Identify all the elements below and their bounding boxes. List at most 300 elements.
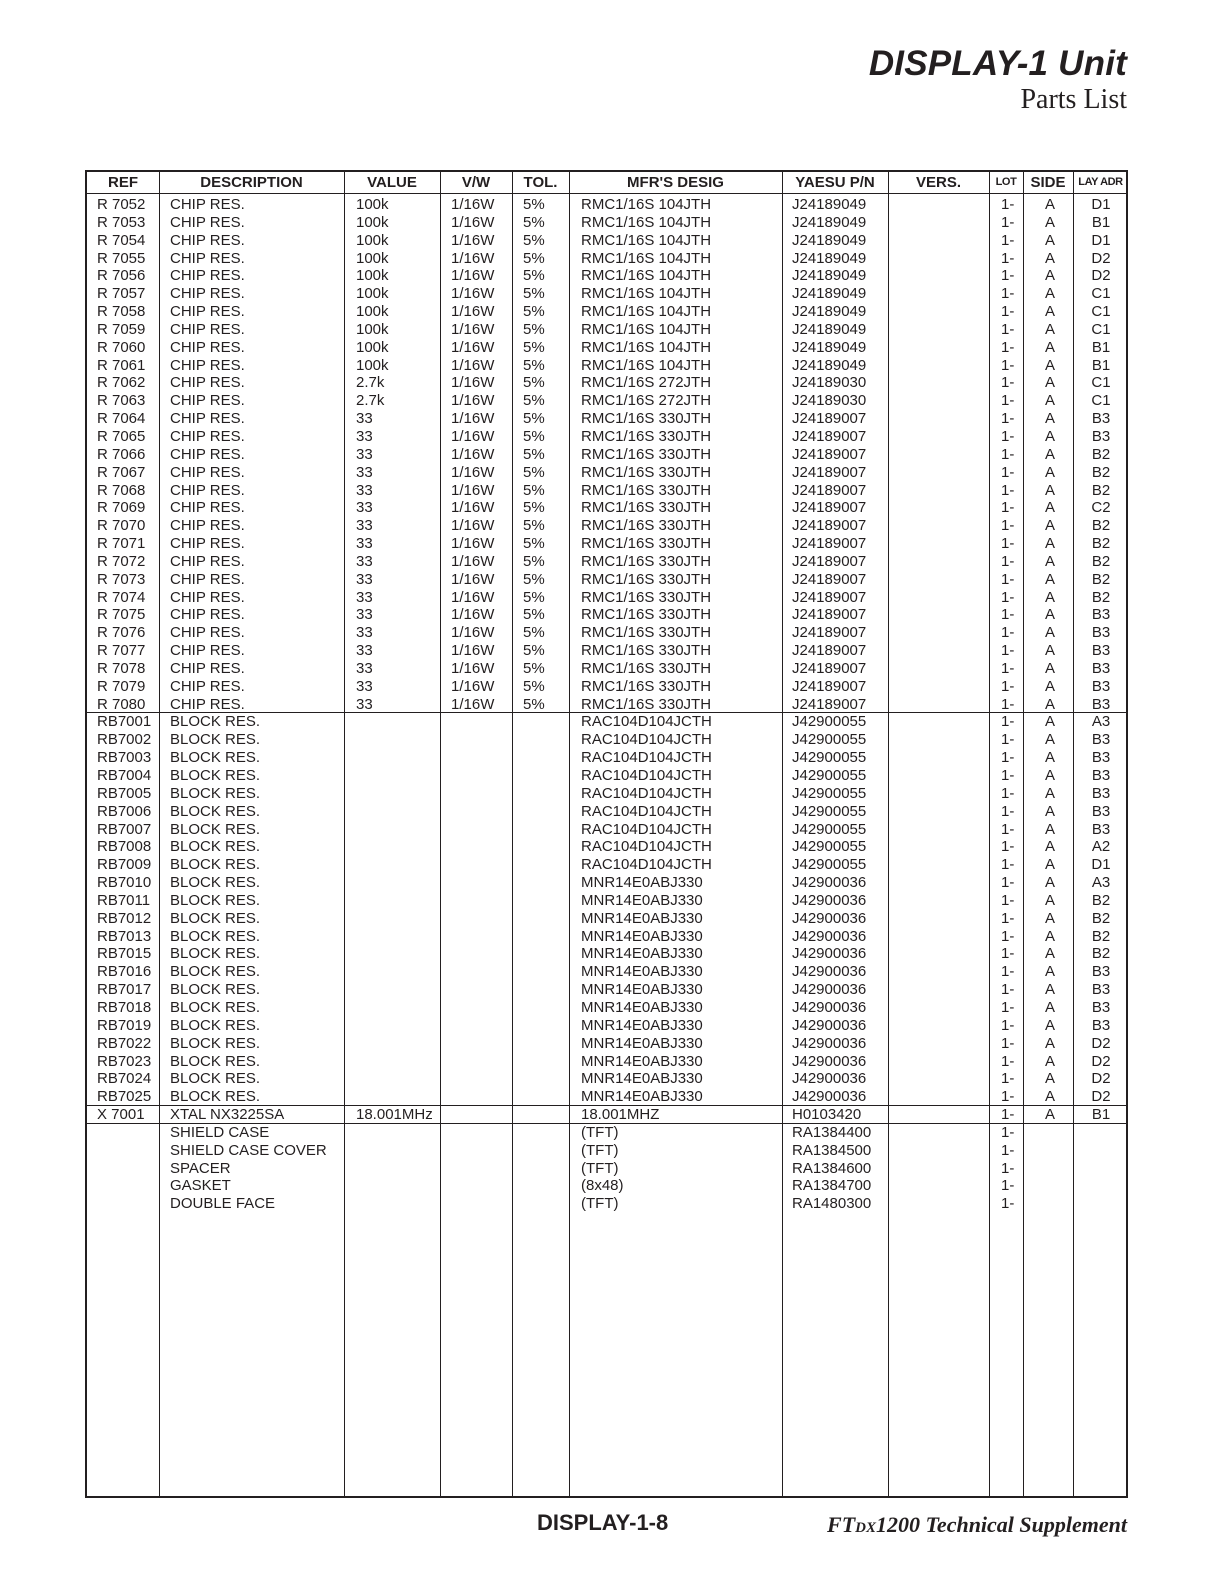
cell-mfr: RMC1/16S 330JTH [581,642,712,660]
cell-side: A [1044,784,1055,802]
cell-side: A [1044,552,1055,570]
table-row [87,981,1126,999]
cell-mfr: RMC1/16S 104JTH [581,285,712,303]
cell-pn: RA1384400 [792,1123,872,1141]
cell-mfr: RMC1/16S 330JTH [581,695,712,713]
cell-vw: 1/16W [451,552,495,570]
cell-mfr: MNR14E0ABJ330 [581,998,703,1016]
cell-pn: J24189007 [792,481,867,499]
cell-pn: J42900036 [792,909,867,927]
cell-ref: R 7064 [97,410,146,428]
cell-mfr: RAC104D104JCTH [581,838,712,856]
cell-side: A [1044,1070,1055,1088]
cell-ref: R 7071 [97,535,146,553]
cell-pn: J42900055 [792,856,867,874]
cell-vw: 1/16W [451,606,495,624]
cell-val: 33 [356,499,373,517]
cell-mfr: 18.001MHZ [581,1106,660,1124]
cell-mfr: MNR14E0ABJ330 [581,1034,703,1052]
cell-side: A [1044,499,1055,517]
cell-desc: CHIP RES. [170,517,245,535]
cell-vw: 1/16W [451,695,495,713]
cell-ref: RB7019 [97,1016,152,1034]
table-row [87,1070,1126,1088]
cell-desc: CHIP RES. [170,481,245,499]
page-title: DISPLAY-1 Unit [868,44,1127,83]
cell-mfr: MNR14E0ABJ330 [581,1070,703,1088]
cell-lot: 1- [1001,285,1015,303]
cell-ref: RB7015 [97,945,152,963]
cell-lay: B2 [1091,481,1111,499]
table-row [87,874,1126,892]
cell-mfr: MNR14E0ABJ330 [581,1016,703,1034]
cell-tol: 5% [523,303,545,321]
cell-pn: J24189007 [792,570,867,588]
table-row [87,1177,1126,1195]
cell-lot: 1- [1001,909,1015,927]
cell-ref: RB7008 [97,838,152,856]
cell-tol: 5% [523,231,545,249]
col-header-lot: LOT [995,176,1017,188]
cell-lay: B3 [1091,784,1111,802]
cell-ref: R 7073 [97,570,146,588]
cell-desc: CHIP RES. [170,570,245,588]
cell-val: 33 [356,677,373,695]
cell-tol: 5% [523,320,545,338]
cell-desc: CHIP RES. [170,196,245,213]
cell-ref: RB7006 [97,802,152,820]
cell-mfr: RMC1/16S 330JTH [581,677,712,695]
cell-tol: 5% [523,588,545,606]
cell-ref: R 7054 [97,231,146,249]
cell-vw: 1/16W [451,356,495,374]
cell-lay: A2 [1091,838,1111,856]
cell-side: A [1044,981,1055,999]
cell-ref: R 7063 [97,392,146,410]
table-row [87,767,1126,785]
cell-desc: CHIP RES. [170,410,245,428]
cell-lot: 1- [1001,963,1015,981]
cell-pn: RA1384700 [792,1177,872,1195]
cell-side: A [1044,1052,1055,1070]
cell-pn: J24189007 [792,499,867,517]
cell-vw: 1/16W [451,445,495,463]
cell-ref: RB7024 [97,1070,152,1088]
cell-desc: CHIP RES. [170,695,245,713]
cell-desc: CHIP RES. [170,499,245,517]
cell-ref: RB7016 [97,963,152,981]
cell-lot: 1- [1001,231,1015,249]
cell-lot: 1- [1001,213,1015,231]
cell-val: 33 [356,588,373,606]
cell-lot: 1- [1001,410,1015,428]
cell-desc: CHIP RES. [170,303,245,321]
cell-side: A [1044,535,1055,553]
cell-vw: 1/16W [451,427,495,445]
table-row [87,856,1126,874]
table-row [87,339,1126,357]
cell-vw: 1/16W [451,392,495,410]
cell-lot: 1- [1001,338,1015,356]
cell-pn: J42900055 [792,713,867,731]
cell-desc: CHIP RES. [170,267,245,285]
cell-lot: 1- [1001,1177,1015,1195]
cell-lot: 1- [1001,767,1015,784]
cell-pn: J24189007 [792,552,867,570]
table-row [87,1053,1126,1071]
cell-pn: J24189007 [792,695,867,713]
cell-vw: 1/16W [451,642,495,660]
cell-lot: 1- [1001,784,1015,802]
cell-val: 18.001MHz [356,1106,433,1124]
cell-mfr: MNR14E0ABJ330 [581,1052,703,1070]
cell-tol: 5% [523,338,545,356]
cell-vw: 1/16W [451,374,495,392]
cell-lot: 1- [1001,981,1015,999]
cell-vw: 1/16W [451,570,495,588]
cell-desc: BLOCK RES. [170,891,261,909]
cell-lay: B1 [1091,213,1111,231]
cell-side: A [1044,749,1055,767]
cell-lay: D2 [1091,249,1111,267]
cell-side: A [1044,802,1055,820]
cell-lot: 1- [1001,1034,1015,1052]
cell-lot: 1- [1001,374,1015,392]
cell-mfr: (8x48) [581,1177,624,1195]
cell-side: A [1044,927,1055,945]
cell-mfr: RMC1/16S 330JTH [581,445,712,463]
cell-lay [1074,1124,1128,1142]
cell-lot: 1- [1001,499,1015,517]
cell-lay: B3 [1091,624,1111,642]
cell-lay: B1 [1091,356,1111,374]
cell-lot: 1- [1001,927,1015,945]
table-row [87,357,1126,375]
cell-vw: 1/16W [451,499,495,517]
cell-val: 33 [356,463,373,481]
cell-mfr: RAC104D104JCTH [581,731,712,749]
cell-val: 2.7k [356,374,385,392]
cell-mfr: RMC1/16S 104JTH [581,196,712,213]
cell-pn: J42900055 [792,767,867,784]
table-row [87,910,1126,928]
cell-pn: J42900036 [792,891,867,909]
cell-desc: BLOCK RES. [170,838,261,856]
cell-lay: A3 [1091,713,1111,731]
cell-desc: BLOCK RES. [170,963,261,981]
cell-side: A [1044,624,1055,642]
cell-ref: R 7056 [97,267,146,285]
col-header-side: SIDE [1030,174,1066,191]
cell-lot: 1- [1001,588,1015,606]
cell-pn: J24189049 [792,196,867,213]
cell-mfr: RAC104D104JCTH [581,749,712,767]
table-row [87,660,1126,678]
cell-pn: J24189007 [792,517,867,535]
cell-tol: 5% [523,249,545,267]
cell-vw: 1/16W [451,231,495,249]
table-row [87,749,1126,767]
page-number: DISPLAY-1-8 [537,1510,669,1535]
cell-side: A [1044,463,1055,481]
cell-lot: 1- [1001,427,1015,445]
cell-ref: RB7022 [97,1034,152,1052]
cell-lay: B3 [1091,1016,1111,1034]
cell-mfr: RMC1/16S 104JTH [581,267,712,285]
cell-ref: RB7003 [97,749,152,767]
cell-lot: 1- [1001,874,1015,892]
cell-desc: XTAL NX3225SA [170,1106,285,1124]
cell-vw: 1/16W [451,285,495,303]
cell-desc: SHIELD CASE COVER [170,1141,327,1159]
cell-side: A [1044,659,1055,677]
col-header-vers: VERS. [915,174,961,191]
cell-pn: H0103420 [792,1106,862,1124]
cell-side: A [1044,320,1055,338]
cell-val: 33 [356,535,373,553]
cell-side: A [1044,445,1055,463]
cell-mfr: RMC1/16S 330JTH [581,659,712,677]
cell-tol: 5% [523,535,545,553]
cell-desc: CHIP RES. [170,463,245,481]
cell-lot: 1- [1001,196,1015,213]
cell-val: 100k [356,356,389,374]
cell-pn: J24189007 [792,445,867,463]
cell-lay: B3 [1091,802,1111,820]
cell-lay: C2 [1091,499,1111,517]
cell-lay: B3 [1091,410,1111,428]
col-header-lay-adr: LAY ADR [1078,176,1123,188]
cell-ref: R 7069 [97,499,146,517]
cell-lay: B3 [1091,981,1111,999]
cell-val: 100k [356,213,389,231]
cell-lot: 1- [1001,552,1015,570]
cell-lay: B2 [1091,463,1111,481]
table-row [87,232,1126,250]
cell-mfr: RMC1/16S 330JTH [581,588,712,606]
cell-lay: B3 [1091,767,1111,784]
cell-desc: BLOCK RES. [170,820,261,838]
cell-ref: RB7007 [97,820,152,838]
cell-side: A [1044,642,1055,660]
cell-ref: R 7058 [97,303,146,321]
table-row [87,392,1126,410]
cell-desc: BLOCK RES. [170,749,261,767]
cell-vw: 1/16W [451,624,495,642]
cell-side: A [1044,267,1055,285]
cell-desc: CHIP RES. [170,285,245,303]
cell-tol: 5% [523,463,545,481]
cell-tol: 5% [523,445,545,463]
cell-lot: 1- [1001,802,1015,820]
cell-ref: RB7005 [97,784,152,802]
cell-side: A [1044,338,1055,356]
cell-lot: 1- [1001,731,1015,749]
cell-side [1025,1160,1075,1178]
cell-side: A [1044,231,1055,249]
cell-lay: D2 [1091,1070,1111,1088]
cell-mfr: MNR14E0ABJ330 [581,874,703,892]
cell-lot: 1- [1001,856,1015,874]
cell-pn: J24189049 [792,303,867,321]
table-row [87,821,1126,839]
table-row [87,606,1126,624]
cell-lay [1074,1177,1128,1195]
cell-mfr: MNR14E0ABJ330 [581,963,703,981]
cell-val: 2.7k [356,392,385,410]
cell-lot: 1- [1001,1141,1015,1159]
cell-vw: 1/16W [451,659,495,677]
cell-lay: B3 [1091,659,1111,677]
cell-pn: J42900055 [792,749,867,767]
cell-pn: J42900036 [792,1034,867,1052]
cell-lay: B1 [1091,338,1111,356]
cell-val: 33 [356,570,373,588]
cell-val: 100k [356,320,389,338]
cell-tol: 5% [523,677,545,695]
cell-lay: D1 [1091,196,1111,213]
cell-side: A [1044,570,1055,588]
cell-pn: J24189007 [792,410,867,428]
table-row [87,250,1126,268]
cell-mfr: MNR14E0ABJ330 [581,891,703,909]
cell-lot: 1- [1001,570,1015,588]
cell-side: A [1044,356,1055,374]
cell-ref: RB7010 [97,874,152,892]
cell-ref: R 7072 [97,552,146,570]
cell-pn: J42900036 [792,1088,867,1106]
cell-val: 33 [356,517,373,535]
cell-ref: RB7023 [97,1052,152,1070]
cell-side: A [1044,517,1055,535]
cell-tol: 5% [523,196,545,213]
cell-val: 100k [356,285,389,303]
cell-lay: B2 [1091,588,1111,606]
brand-ft: FT [827,1512,856,1537]
cell-ref: X 7001 [97,1106,145,1124]
cell-side [1025,1195,1075,1213]
cell-pn: J42900036 [792,1070,867,1088]
cell-mfr: RAC104D104JCTH [581,784,712,802]
cell-desc: GASKET [170,1177,231,1195]
cell-ref: R 7067 [97,463,146,481]
table-row [87,410,1126,428]
cell-ref: R 7052 [97,196,146,213]
cell-lay: B2 [1091,909,1111,927]
table-row [87,196,1126,214]
cell-pn: J24189007 [792,588,867,606]
brand-dx: DX [855,1520,877,1536]
cell-lot: 1- [1001,267,1015,285]
table-row [87,1106,1126,1124]
cell-tol: 5% [523,267,545,285]
table-row [87,696,1126,714]
cell-ref: R 7061 [97,356,146,374]
cell-pn: J42900055 [792,731,867,749]
cell-side: A [1044,998,1055,1016]
cell-lay: A3 [1091,874,1111,892]
col-header-vw: V/W [461,174,491,191]
cell-pn: J24189049 [792,267,867,285]
cell-lay: B3 [1091,606,1111,624]
table-row [87,267,1126,285]
cell-pn: J24189007 [792,427,867,445]
brand-rest: 1200 Technical Supplement [876,1512,1127,1537]
cell-vw: 1/16W [451,267,495,285]
cell-desc: CHIP RES. [170,624,245,642]
cell-lot: 1- [1001,1195,1015,1213]
cell-pn: J42900036 [792,1052,867,1070]
table-row [87,731,1126,749]
cell-lay: D2 [1091,1088,1111,1106]
cell-side: A [1044,909,1055,927]
cell-side: A [1044,196,1055,213]
cell-ref: RB7013 [97,927,152,945]
cell-val: 33 [356,695,373,713]
cell-lot: 1- [1001,713,1015,731]
cell-pn: J24189007 [792,606,867,624]
cell-lot: 1- [1001,392,1015,410]
cell-desc: CHIP RES. [170,213,245,231]
parts-table [85,170,1128,1498]
cell-ref: R 7066 [97,445,146,463]
cell-lot: 1- [1001,838,1015,856]
cell-side [1025,1124,1075,1142]
cell-desc: BLOCK RES. [170,1052,261,1070]
cell-tol: 5% [523,410,545,428]
cell-desc: CHIP RES. [170,588,245,606]
cell-pn: J24189007 [792,463,867,481]
cell-lay [1074,1195,1128,1213]
cell-desc: BLOCK RES. [170,1034,261,1052]
cell-vw: 1/16W [451,249,495,267]
table-row [87,1195,1126,1213]
cell-val: 33 [356,659,373,677]
cell-desc: CHIP RES. [170,427,245,445]
col-header-yaesu-pn: YAESU P/N [795,174,875,191]
cell-lot: 1- [1001,624,1015,642]
cell-tol: 5% [523,213,545,231]
cell-pn: J42900055 [792,784,867,802]
cell-lay: D2 [1091,1052,1111,1070]
table-row [87,1035,1126,1053]
cell-lay: D2 [1091,1034,1111,1052]
cell-vw: 1/16W [451,588,495,606]
cell-side: A [1044,963,1055,981]
cell-pn: J42900055 [792,802,867,820]
cell-ref: RB7009 [97,856,152,874]
cell-side: A [1044,606,1055,624]
cell-desc: BLOCK RES. [170,731,261,749]
cell-side: A [1044,481,1055,499]
cell-lot: 1- [1001,695,1015,713]
cell-tol: 5% [523,392,545,410]
cell-tol: 5% [523,606,545,624]
table-row [87,838,1126,856]
cell-desc: CHIP RES. [170,320,245,338]
cell-desc: CHIP RES. [170,392,245,410]
cell-desc: BLOCK RES. [170,802,261,820]
cell-lay [1074,1142,1128,1160]
cell-mfr: (TFT) [581,1141,619,1159]
table-row [87,303,1126,321]
cell-pn: J42900036 [792,981,867,999]
cell-mfr: RMC1/16S 330JTH [581,624,712,642]
cell-tol: 5% [523,695,545,713]
cell-ref: RB7011 [97,891,151,909]
col-header-tol: TOL. [523,174,558,191]
cell-mfr: RAC104D104JCTH [581,820,712,838]
